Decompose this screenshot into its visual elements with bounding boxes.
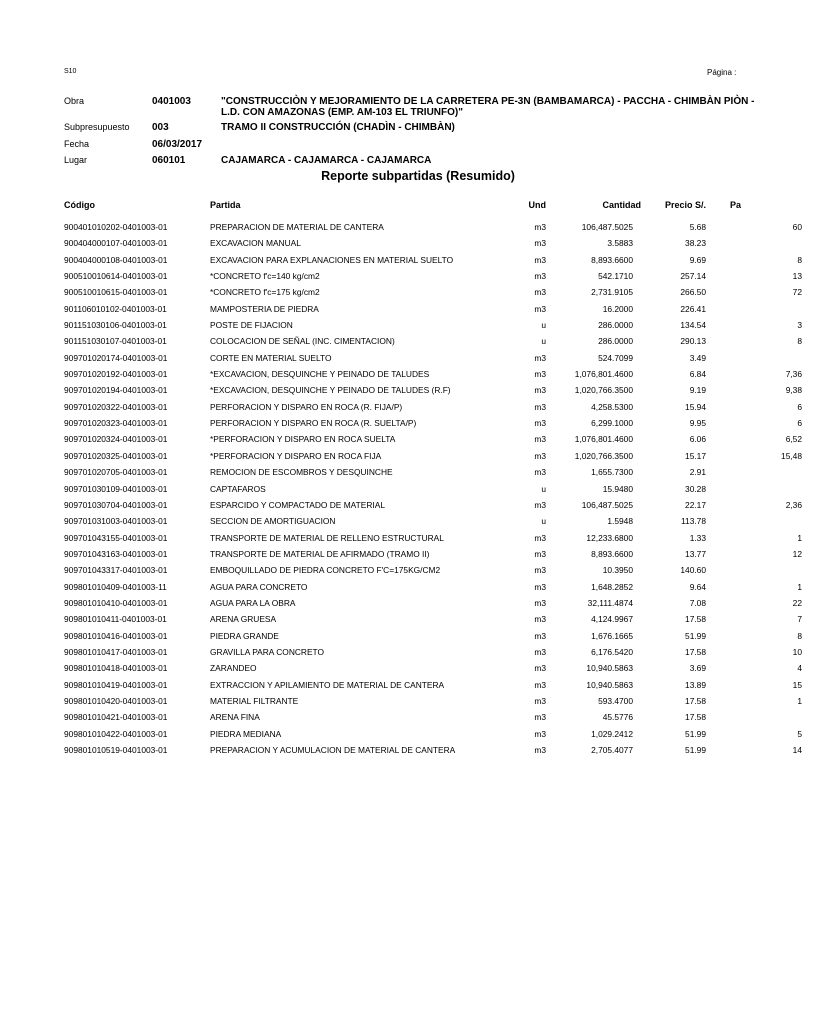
row-unidad: m3 <box>534 418 546 429</box>
row-unidad: u <box>541 336 546 347</box>
table-row <box>0 497 802 513</box>
row-codigo: 909801010418-0401003-01 <box>64 663 168 674</box>
row-codigo: 901151030106-0401003-01 <box>64 320 167 331</box>
row-cantidad: 10,940.5863 <box>586 663 633 674</box>
row-parcial: 3 <box>797 320 802 331</box>
row-codigo: 909701030109-0401003-01 <box>64 483 168 494</box>
row-cantidad: 1.5948 <box>607 516 633 527</box>
row-partida: PREPARACION DE MATERIAL DE CANTERA <box>210 222 384 232</box>
row-cantidad: 4,258.5300 <box>591 401 633 412</box>
table-row <box>0 513 768 529</box>
obra-description: "CONSTRUCCIÒN Y MEJORAMIENTO DE LA CARRETERA PE-3N (BAMBAMARCA) - PACCHA - CHIMBÀN PIÒN - L.D. CON AMAZONAS (EMP. AM-103 EL TRIUNFO)" <box>221 96 755 118</box>
row-partida: TRANSPORTE DE MATERIAL DE AFIRMADO (TRAMO II) <box>210 548 430 559</box>
row-unidad: m3 <box>534 679 546 690</box>
row-partida: MAMPOSTERIA DE PIEDRA <box>210 303 319 314</box>
row-precio: 9.95 <box>689 418 706 429</box>
row-partida: EXCAVACION PARA EXPLANACIONES EN MATERIAL SUELTO <box>210 254 454 265</box>
row-unidad: m3 <box>534 222 546 232</box>
row-parcial: 8 <box>797 336 802 347</box>
row-cantidad: 12,233.6800 <box>586 532 633 543</box>
row-precio: 2.91 <box>689 467 706 478</box>
row-partida: *CONCRETO f'c=140 kg/cm2 <box>210 271 320 282</box>
row-precio: 134.54 <box>680 320 706 331</box>
row-unidad: m3 <box>534 401 546 412</box>
row-partida: PREPARACION Y ACUMULACION DE MATERIAL DE CANTERA <box>210 745 456 755</box>
row-codigo: 909701020323-0401003-01 <box>64 418 168 429</box>
row-cantidad: 1,029.2412 <box>591 728 633 739</box>
row-codigo: 909801010419-0401003-01 <box>64 679 168 690</box>
row-precio: 7.08 <box>689 597 706 608</box>
row-cantidad: 542.1710 <box>598 271 633 282</box>
row-cantidad: 1,648.2852 <box>591 581 633 592</box>
row-precio: 51.99 <box>685 745 706 755</box>
row-cantidad: 1,076,801.4600 <box>574 434 633 445</box>
table-row <box>0 415 802 431</box>
row-precio: 51.99 <box>685 630 706 641</box>
row-precio: 17.58 <box>685 712 706 723</box>
subpresupuesto-code: 003 <box>152 122 169 133</box>
row-precio: 9.69 <box>689 254 706 265</box>
row-precio: 38.23 <box>685 238 706 249</box>
row-precio: 290.13 <box>680 336 706 347</box>
row-cantidad: 1,676.1665 <box>591 630 633 641</box>
row-precio: 266.50 <box>680 287 706 298</box>
row-codigo: 909701020174-0401003-01 <box>64 352 168 363</box>
row-unidad: m3 <box>534 581 546 592</box>
row-unidad: m3 <box>534 565 546 576</box>
row-parcial: 13 <box>792 271 802 282</box>
row-unidad: m3 <box>534 548 546 559</box>
row-partida: PERFORACION Y DISPARO EN ROCA (R. SUELTA/P) <box>210 418 417 429</box>
table-row <box>0 464 768 480</box>
table-row <box>0 431 802 447</box>
row-codigo: 909701043163-0401003-01 <box>64 548 168 559</box>
row-codigo: 909801010420-0401003-01 <box>64 695 168 706</box>
row-codigo: 900510010615-0401003-01 <box>64 287 168 298</box>
row-partida: EMBOQUILLADO DE PIEDRA CONCRETO F'C=175KG/CM2 <box>210 565 441 576</box>
row-parcial: 22 <box>792 597 802 608</box>
row-codigo: 900404000108-0401003-01 <box>64 254 168 265</box>
row-partida: ARENA GRUESA <box>210 614 277 625</box>
row-precio: 140.60 <box>680 565 706 576</box>
row-precio: 6.06 <box>689 434 706 445</box>
row-codigo: 909701020324-0401003-01 <box>64 434 168 445</box>
col-header-partida: Partida <box>210 200 241 210</box>
report-code: S10 <box>64 68 77 75</box>
row-parcial: 1 <box>797 581 802 592</box>
row-precio: 3.69 <box>689 663 706 674</box>
table-row <box>0 611 802 627</box>
row-cantidad: 10.3950 <box>602 565 633 576</box>
row-partida: REMOCION DE ESCOMBROS Y DESQUINCHE <box>210 467 393 478</box>
row-partida: ESPARCIDO Y COMPACTADO DE MATERIAL <box>210 499 385 510</box>
row-unidad: m3 <box>534 287 546 298</box>
row-cantidad: 1,020,766.3500 <box>574 450 633 461</box>
row-codigo: 909701020322-0401003-01 <box>64 401 168 412</box>
lugar-code: 060101 <box>152 155 186 166</box>
table-row <box>0 382 802 398</box>
row-partida: GRAVILLA PARA CONCRETO <box>210 646 325 657</box>
row-partida: AGUA PARA CONCRETO <box>210 581 308 592</box>
row-partida: SECCION DE AMORTIGUACION <box>210 516 336 527</box>
row-unidad: m3 <box>534 614 546 625</box>
row-unidad: m3 <box>534 352 546 363</box>
row-partida: PIEDRA GRANDE <box>210 630 279 641</box>
row-parcial: 2,36 <box>785 499 802 510</box>
row-partida: *PERFORACION Y DISPARO EN ROCA SUELTA <box>210 434 396 445</box>
table-row <box>0 399 802 415</box>
row-codigo: 900401010202-0401003-01 <box>64 222 168 232</box>
row-precio: 17.58 <box>685 695 706 706</box>
table-row <box>0 235 768 251</box>
lugar-description: CAJAMARCA - CAJAMARCA - CAJAMARCA <box>221 155 432 166</box>
row-codigo: 900404000107-0401003-01 <box>64 238 168 249</box>
row-parcial: 15 <box>792 679 802 690</box>
row-partida: COLOCACION DE SEÑAL (INC. CIMENTACION) <box>210 336 395 347</box>
col-header-und: Und <box>528 200 546 210</box>
row-cantidad: 2,705.4077 <box>591 745 633 755</box>
row-cantidad: 1,076,801.4600 <box>574 369 633 380</box>
row-partida: CORTE EN MATERIAL SUELTO <box>210 352 332 363</box>
row-precio: 6.84 <box>689 369 706 380</box>
row-cantidad: 286.0000 <box>598 336 633 347</box>
row-cantidad: 524.7099 <box>598 352 633 363</box>
row-cantidad: 3.5883 <box>607 238 633 249</box>
row-parcial: 8 <box>797 254 802 265</box>
row-precio: 15.17 <box>685 450 706 461</box>
row-codigo: 909801010410-0401003-01 <box>64 597 168 608</box>
row-partida: AGUA PARA LA OBRA <box>210 597 296 608</box>
row-cantidad: 15.9480 <box>602 483 633 494</box>
report-title: Reporte subpartidas (Resumido) <box>321 169 515 183</box>
table-row <box>0 677 802 693</box>
row-partida: *CONCRETO f'c=175 kg/cm2 <box>210 287 320 298</box>
row-partida: PIEDRA MEDIANA <box>210 728 282 739</box>
row-unidad: m3 <box>534 385 546 396</box>
row-cantidad: 1,020,766.3500 <box>574 385 633 396</box>
row-codigo: 909801010416-0401003-01 <box>64 630 168 641</box>
row-cantidad: 32,111.4874 <box>587 597 633 608</box>
row-partida: TRANSPORTE DE MATERIAL DE RELLENO ESTRUCTURAL <box>210 532 444 543</box>
subpresupuesto-description: TRAMO II CONSTRUCCIÓN (CHADÌN - CHIMBÀN) <box>221 122 455 133</box>
row-cantidad: 6,176.5420 <box>591 646 633 657</box>
table-row <box>0 742 802 758</box>
row-cantidad: 10,940.5863 <box>586 679 633 690</box>
row-precio: 9.19 <box>689 385 706 396</box>
table-row <box>0 579 802 595</box>
row-codigo: 909701020705-0401003-01 <box>64 467 168 478</box>
row-precio: 13.77 <box>685 548 706 559</box>
row-parcial: 15,48 <box>781 450 802 461</box>
row-unidad: m3 <box>534 630 546 641</box>
row-partida: POSTE DE FIJACION <box>210 320 293 331</box>
row-cantidad: 8,893.6600 <box>591 254 633 265</box>
row-precio: 226.41 <box>680 303 706 314</box>
row-unidad: u <box>541 483 546 494</box>
table-row <box>0 481 768 497</box>
row-unidad: m3 <box>534 467 546 478</box>
row-unidad: m3 <box>534 695 546 706</box>
row-cantidad: 286.0000 <box>598 320 633 331</box>
table-row <box>0 660 802 676</box>
row-parcial: 10 <box>792 646 802 657</box>
row-parcial: 12 <box>792 548 802 559</box>
row-codigo: 909801010421-0401003-01 <box>64 712 168 723</box>
row-precio: 15.94 <box>685 401 706 412</box>
row-precio: 1.33 <box>689 532 706 543</box>
row-precio: 30.28 <box>685 483 706 494</box>
row-parcial: 6,52 <box>785 434 802 445</box>
row-codigo: 909701030704-0401003-01 <box>64 499 168 510</box>
row-parcial: 60 <box>792 222 802 232</box>
table-row <box>0 530 802 546</box>
row-partida: *PERFORACION Y DISPARO EN ROCA FIJA <box>210 450 382 461</box>
row-unidad: m3 <box>534 369 546 380</box>
row-unidad: m3 <box>534 712 546 723</box>
row-unidad: m3 <box>534 728 546 739</box>
row-cantidad: 106,487.5025 <box>581 499 633 510</box>
row-parcial: 6 <box>797 401 802 412</box>
lugar-label: Lugar <box>64 155 88 165</box>
row-partida: ZARANDEO <box>210 663 257 674</box>
table-row <box>0 317 802 333</box>
row-unidad: m3 <box>534 663 546 674</box>
table-row <box>0 546 802 562</box>
table-row <box>0 301 768 317</box>
row-codigo: 909801010422-0401003-01 <box>64 728 168 739</box>
subpartidas-table <box>0 219 802 758</box>
row-codigo: 909701020192-0401003-01 <box>64 369 168 380</box>
row-unidad: m3 <box>534 499 546 510</box>
row-unidad: m3 <box>534 303 546 314</box>
row-precio: 51.99 <box>685 728 706 739</box>
row-parcial: 7 <box>797 614 802 625</box>
row-unidad: m3 <box>534 745 546 755</box>
row-cantidad: 1,655.7300 <box>591 467 633 478</box>
row-cantidad: 45.5776 <box>602 712 633 723</box>
row-codigo: 901151030107-0401003-01 <box>64 336 167 347</box>
row-cantidad: 16.2000 <box>602 303 633 314</box>
row-codigo: 909701020325-0401003-01 <box>64 450 168 461</box>
row-parcial: 14 <box>792 745 802 755</box>
table-row <box>0 709 768 725</box>
row-unidad: m3 <box>534 254 546 265</box>
row-codigo: 909801010519-0401003-01 <box>64 745 168 755</box>
row-partida: EXTRACCION Y APILAMIENTO DE MATERIAL DE CANTERA <box>210 679 445 690</box>
obra-code: 0401003 <box>152 96 191 107</box>
row-parcial: 6 <box>797 418 802 429</box>
col-header-cantidad: Cantidad <box>602 200 641 210</box>
table-row <box>0 219 802 235</box>
fecha-label: Fecha <box>64 139 90 149</box>
col-header-precio: Precio S/. <box>664 200 706 210</box>
table-row <box>0 252 802 268</box>
row-parcial: 5 <box>797 728 802 739</box>
obra-label: Obra <box>64 96 85 106</box>
row-parcial: 1 <box>797 695 802 706</box>
row-precio: 17.58 <box>685 646 706 657</box>
row-precio: 22.17 <box>685 499 706 510</box>
table-row <box>0 644 802 660</box>
row-precio: 5.68 <box>689 222 706 232</box>
row-cantidad: 4,124.9967 <box>591 614 633 625</box>
row-precio: 13.89 <box>685 679 706 690</box>
row-codigo: 909801010411-0401003-01 <box>64 614 167 625</box>
row-unidad: m3 <box>534 532 546 543</box>
col-header-parcial: Pa <box>730 200 742 210</box>
row-unidad: m3 <box>534 238 546 249</box>
row-cantidad: 8,893.6600 <box>591 548 633 559</box>
row-cantidad: 2,731.9105 <box>591 287 633 298</box>
row-unidad: u <box>541 320 546 331</box>
table-row <box>0 595 802 611</box>
row-cantidad: 6,299.1000 <box>591 418 633 429</box>
row-unidad: m3 <box>534 597 546 608</box>
table-row <box>0 562 768 578</box>
row-partida: *EXCAVACION, DESQUINCHE Y PEINADO DE TALUDES (R.F) <box>210 385 451 396</box>
table-row <box>0 726 802 742</box>
row-partida: PERFORACION Y DISPARO EN ROCA (R. FIJA/P) <box>210 401 403 412</box>
row-codigo: 909801010417-0401003-01 <box>64 646 168 657</box>
fecha-value: 06/03/2017 <box>152 139 203 150</box>
row-unidad: m3 <box>534 434 546 445</box>
table-row <box>0 693 802 709</box>
row-codigo: 909701043317-0401003-01 <box>64 565 168 576</box>
row-codigo: 909801010409-0401003-11 <box>64 581 167 592</box>
row-partida: CAPTAFAROS <box>210 483 266 494</box>
row-codigo: 901106010102-0401003-01 <box>64 303 167 314</box>
col-header-codigo: Código <box>64 200 95 210</box>
row-precio: 113.78 <box>681 516 706 527</box>
row-parcial: 72 <box>792 287 802 298</box>
table-row <box>0 284 802 300</box>
row-parcial: 1 <box>797 532 802 543</box>
row-codigo: 900510010614-0401003-01 <box>64 271 168 282</box>
row-precio: 3.49 <box>689 352 706 363</box>
table-row <box>0 350 768 366</box>
row-parcial: 8 <box>797 630 802 641</box>
row-codigo: 909701020194-0401003-01 <box>64 385 168 396</box>
table-row <box>0 333 802 349</box>
row-unidad: m3 <box>534 271 546 282</box>
table-row <box>0 628 802 644</box>
table-row <box>0 366 802 382</box>
row-parcial: 9,38 <box>785 385 802 396</box>
row-unidad: m3 <box>534 450 546 461</box>
row-cantidad: 106,487.5025 <box>581 222 633 232</box>
subpresupuesto-label: Subpresupuesto <box>64 122 130 132</box>
row-unidad: m3 <box>534 646 546 657</box>
table-row <box>0 268 802 284</box>
row-parcial: 7,36 <box>785 369 802 380</box>
row-precio: 17.58 <box>685 614 706 625</box>
row-partida: EXCAVACION MANUAL <box>210 238 301 249</box>
page-label: Página : <box>707 68 737 77</box>
row-codigo: 909701043155-0401003-01 <box>64 532 168 543</box>
row-partida: MATERIAL FILTRANTE <box>210 695 299 706</box>
row-parcial: 4 <box>797 663 802 674</box>
row-precio: 257.14 <box>680 271 706 282</box>
row-codigo: 909701031003-0401003-01 <box>64 516 168 527</box>
table-row <box>0 448 802 464</box>
row-partida: ARENA FINA <box>210 712 260 723</box>
row-partida: *EXCAVACION, DESQUINCHE Y PEINADO DE TALUDES <box>210 369 430 380</box>
row-precio: 9.64 <box>689 581 706 592</box>
row-cantidad: 593.4700 <box>598 695 633 706</box>
row-unidad: u <box>541 516 546 527</box>
